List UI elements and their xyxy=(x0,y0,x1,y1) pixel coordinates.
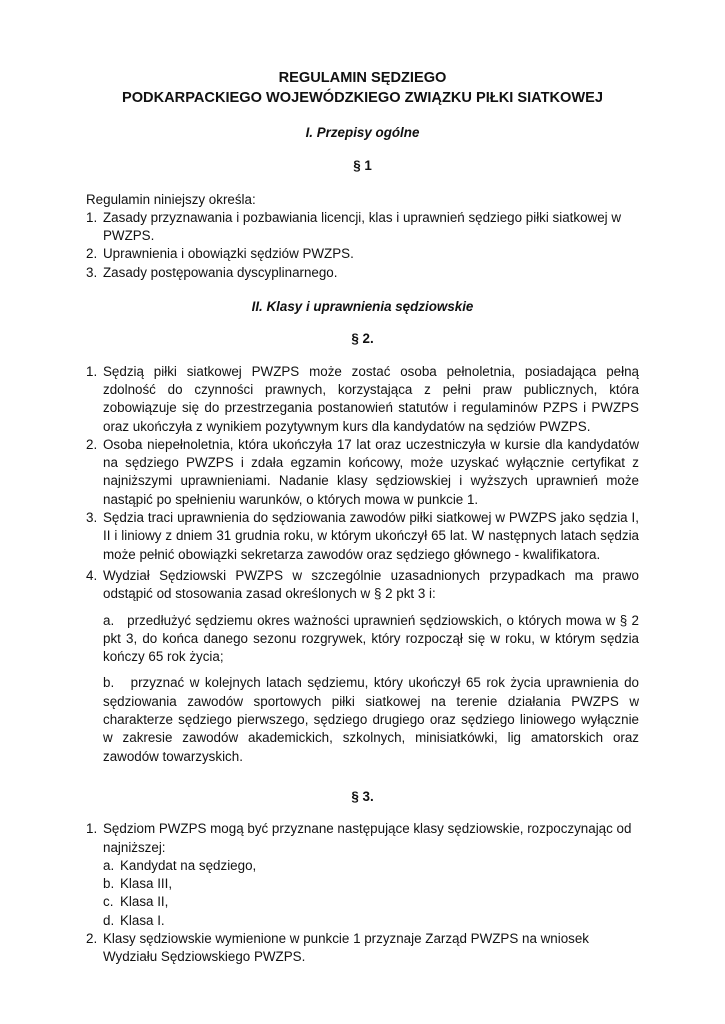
paragraph-mark-3: § 3. xyxy=(351,788,374,804)
item-number: 4. xyxy=(86,567,98,583)
item-number: 1. xyxy=(86,821,98,837)
item-text: Zasady przyznawania i pozbawiania licencji, klas i uprawnień sędziego piłki siatkowej w PWZPS. xyxy=(103,209,622,244)
list-item xyxy=(86,930,639,967)
class-text: Klasa III, xyxy=(120,876,173,892)
item-text: Sędziom PWZPS mogą być przyznane następujące klasy sędziowskie, rozpoczynając od najniższej: xyxy=(103,821,632,855)
subitem-text: przedłużyć sędziemu okres ważności uprawnień sędziowskich, o których mowa w § 2 pkt 3, do końca danego sezonu rozgrywek, który rozpoczął się w roku, w którym sędzia kończy 65 rok życia; xyxy=(103,612,639,665)
class-letter: d. xyxy=(103,912,115,928)
paragraph-1-intro: Regulamin niniejszy określa: xyxy=(86,191,256,207)
class-letter: b. xyxy=(103,876,115,892)
list-item xyxy=(86,509,639,564)
item-text: Wydział Sędziowski PWZPS w szczególnie uzasadnionych przypadkach ma prawo odstąpić od stosowania zasad określonych w § 2 pkt 3 i: xyxy=(103,567,639,602)
item-text: Osoba niepełnoletnia, która ukończyła 17 lat oraz uczestniczyła w kursie dla kandydatów na sędziego PWZPS i zdała egzamin końcowy, może uzyskać wyłącznie certyfikat z najniższymi uprawnieniami. Nadanie klasy sędziowskiej i wyższych uprawnień może nastąpić po spełnieniu warunków, o których mowa w punkcie 1. xyxy=(103,436,639,507)
item-number: 1. xyxy=(86,209,98,225)
document-body xyxy=(86,68,639,967)
class-text: Kandydat na sędziego, xyxy=(120,857,257,873)
class-letter: c. xyxy=(103,894,114,910)
section-heading-2: II. Klasy i uprawnienia sędziowskie xyxy=(251,299,474,315)
paragraph-2-list xyxy=(86,363,639,604)
item-text: Zasady postępowania dyscyplinarnego. xyxy=(103,264,338,280)
class-item xyxy=(103,912,639,930)
list-item xyxy=(86,363,639,436)
class-item xyxy=(103,893,639,911)
subitem-letter: b. xyxy=(103,675,115,691)
item-number: 3. xyxy=(86,510,98,526)
document-title-line-2: PODKARPACKIEGO WOJEWÓDZKIEGO ZWIĄZKU PIŁKI SIATKOWEJ xyxy=(121,90,604,106)
class-list xyxy=(103,857,639,930)
item-text: Uprawnienia i obowiązki sędziów PWZPS. xyxy=(103,246,354,262)
paragraph-mark-2: § 2. xyxy=(351,331,374,347)
item-number: 2. xyxy=(86,246,98,262)
list-item xyxy=(86,436,639,509)
list-item xyxy=(86,820,639,930)
item-text: Sędzia traci uprawnienia do sędziowania zawodów piłki siatkowej w PWZPS jako sędzia I, II i liniowy z dniem 31 grudnia roku, w którym ukończył 65 lat. W następnych latach sędzia może pełnić obowiązki sekretarza zawodów oraz sędziego głównego - kwalifikatora. xyxy=(103,510,639,562)
subitem-text: przyznać w kolejnych latach sędziemu, który ukończył 65 rok życia uprawnienia do sędziowania zawodów sportowych piłki siatkowej na terenie działania PWZPS w charakterze sędziego pierwszego, sędziego drugiego oraz sędziego liniowego wyłącznie w zakresie zawodów akademickich, szkolnych, minisiatkówki, lig amatorskich oraz zawodów towarzyskich. xyxy=(103,675,639,764)
class-text: Klasa I. xyxy=(120,912,165,928)
list-item xyxy=(86,245,639,263)
document-title-line-1: REGULAMIN SĘDZIEGO xyxy=(278,70,447,86)
paragraph-3-list xyxy=(86,820,639,966)
item-text: Sędzią piłki siatkowej PWZPS może zostać osoba pełnoletnia, posiadająca pełną zdolność do czynności prawnych, korzystająca z pełni praw publicznych, która zobowiązuje się do przestrzegania postanowień statutów i regulaminów PZPS i PWZPS oraz ukończyła z wynikiem pozytywnym kurs dla kandydatów na sędziów PWZPS. xyxy=(103,363,639,434)
paragraph-1-list xyxy=(86,209,639,282)
item-number: 1. xyxy=(86,363,98,379)
section-heading-1: I. Przepisy ogólne xyxy=(305,125,420,140)
subitem-letter: a. xyxy=(103,612,115,628)
subitem-a xyxy=(86,612,639,667)
item-number: 2. xyxy=(86,436,98,452)
class-letter: a. xyxy=(103,857,115,873)
subitem-b xyxy=(86,674,639,765)
item-text: Klasy sędziowskie wymienione w punkcie 1 przyznaje Zarząd PWZPS na wniosek Wydziału Sędziowskiego PWZPS. xyxy=(103,930,589,965)
paragraph-mark-1: § 1 xyxy=(353,158,372,174)
class-item xyxy=(103,857,639,875)
item-number: 2. xyxy=(86,930,98,946)
class-item xyxy=(103,875,639,893)
item-number: 3. xyxy=(86,264,98,280)
class-text: Klasa II, xyxy=(120,894,169,910)
list-item xyxy=(86,209,639,246)
list-item xyxy=(86,264,639,282)
list-item xyxy=(86,567,639,604)
